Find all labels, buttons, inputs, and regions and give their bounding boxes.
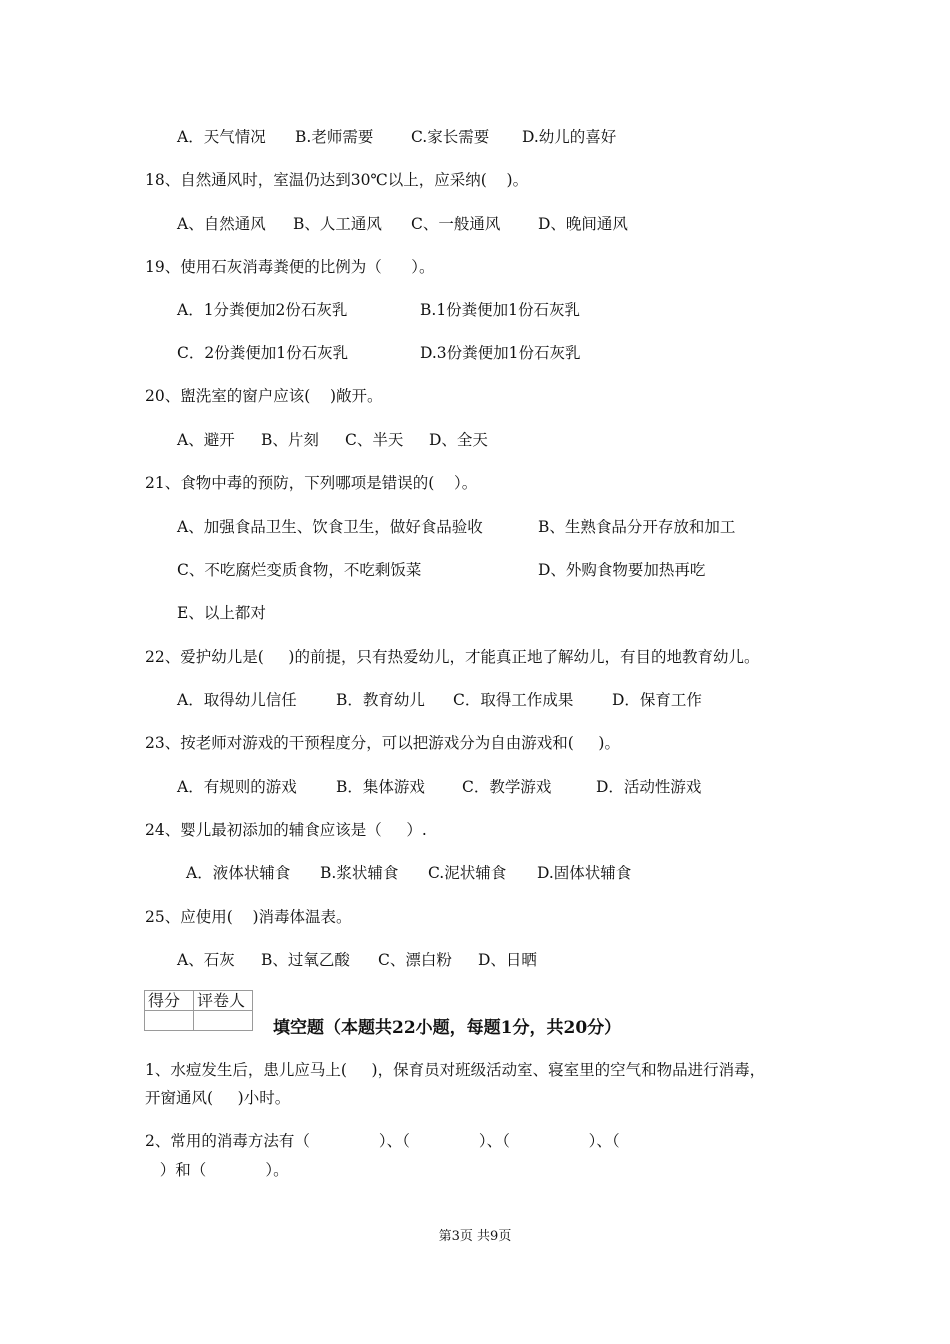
q21-option-e: E、以上都对 <box>177 604 266 622</box>
question-21: 21、食物中毒的预防，下列哪项是错误的( ）。 <box>145 474 478 492</box>
q23-option-d: D．活动性游戏 <box>596 778 702 796</box>
q25-option-d: D、日晒 <box>478 951 537 969</box>
q25-option-b: B、过氧乙酸 <box>261 951 350 969</box>
section-title: 填空题（本题共22小题，每题1分，共20分） <box>273 1018 622 1038</box>
question-25: 25、应使用( )消毒体温表。 <box>145 908 352 926</box>
q21-option-a: A、加强食品卫生、饮食卫生，做好食品验收 <box>177 518 483 536</box>
q19-option-b: B.1份粪便加1份石灰乳 <box>420 301 581 319</box>
fill-question-2-line-1: 2、常用的消毒方法有（ ）、（ ）、（ ）、（ <box>145 1132 620 1150</box>
q19-option-a: A．1分粪便加2份石灰乳 <box>177 301 348 319</box>
q17-option-a: A．天气情况 <box>177 128 266 146</box>
question-22: 22、爱护幼儿是( )的前提，只有热爱幼儿，才能真正地了解幼儿，有目的地教育幼儿。 <box>145 648 760 666</box>
q19-option-c: C．2份粪便加1份石灰乳 <box>177 344 349 362</box>
fill-question-1-line-2: 开窗通风( )小时。 <box>145 1089 291 1107</box>
q20-option-b: B、片刻 <box>261 431 319 449</box>
q23-option-a: A．有规则的游戏 <box>177 778 297 796</box>
question-19: 19、使用石灰消毒粪便的比例为（ ）。 <box>145 258 435 276</box>
q18-option-d: D、晚间通风 <box>538 215 628 233</box>
q25-option-c: C、漂白粉 <box>378 951 452 969</box>
q18-option-b: B、人工通风 <box>293 215 382 233</box>
q23-option-b: B．集体游戏 <box>336 778 425 796</box>
q21-option-d: D、外购食物要加热再吃 <box>538 561 706 579</box>
q20-option-c: C、半天 <box>345 431 404 449</box>
score-header: 得分 <box>145 991 194 1011</box>
question-18: 18、自然通风时，室温仍达到30℃以上，应采纳( )。 <box>145 171 529 189</box>
q18-option-a: A、自然通风 <box>177 215 266 233</box>
fill-question-1-line-1: 1、水痘发生后，患儿应马上( )，保育员对班级活动室、寝室里的空气和物品进行消毒， <box>145 1061 766 1079</box>
grader-header: 评卷人 <box>194 991 253 1011</box>
q24-option-b: B.浆状辅食 <box>320 864 399 882</box>
question-24: 24、婴儿最初添加的辅食应该是（ ）. <box>145 821 427 839</box>
fill-question-2-line-2: ）和（ ）。 <box>145 1161 289 1179</box>
q19-option-d: D.3份粪便加1份石灰乳 <box>420 344 581 362</box>
q17-option-b: B.老师需要 <box>295 128 374 146</box>
q20-option-d: D、全天 <box>429 431 488 449</box>
q17-option-d: D.幼儿的喜好 <box>522 128 617 146</box>
question-20: 20、盥洗室的窗户应该( )敞开。 <box>145 387 383 405</box>
q21-option-b: B、生熟食品分开存放和加工 <box>538 518 736 536</box>
q25-option-a: A、石灰 <box>177 951 235 969</box>
q23-option-c: C．教学游戏 <box>462 778 552 796</box>
score-cell <box>145 1011 194 1031</box>
q22-option-d: D．保育工作 <box>612 691 702 709</box>
q20-option-a: A、避开 <box>177 431 235 449</box>
q17-option-c: C.家长需要 <box>411 128 490 146</box>
q22-option-c: C．取得工作成果 <box>453 691 574 709</box>
q18-option-c: C、一般通风 <box>411 215 501 233</box>
q24-option-c: C.泥状辅食 <box>428 864 507 882</box>
q24-option-a: A．液体状辅食 <box>186 864 291 882</box>
question-23: 23、按老师对游戏的干预程度分，可以把游戏分为自由游戏和( )。 <box>145 734 620 752</box>
q24-option-d: D.固体状辅食 <box>537 864 632 882</box>
page-number: 第3页 共9页 <box>438 1229 512 1244</box>
q22-option-b: B．教育幼儿 <box>336 691 425 709</box>
grader-cell <box>194 1011 253 1031</box>
score-box <box>144 990 253 1031</box>
q22-option-a: A．取得幼儿信任 <box>177 691 297 709</box>
q21-option-c: C、不吃腐烂变质食物，不吃剩饭菜 <box>177 561 422 579</box>
